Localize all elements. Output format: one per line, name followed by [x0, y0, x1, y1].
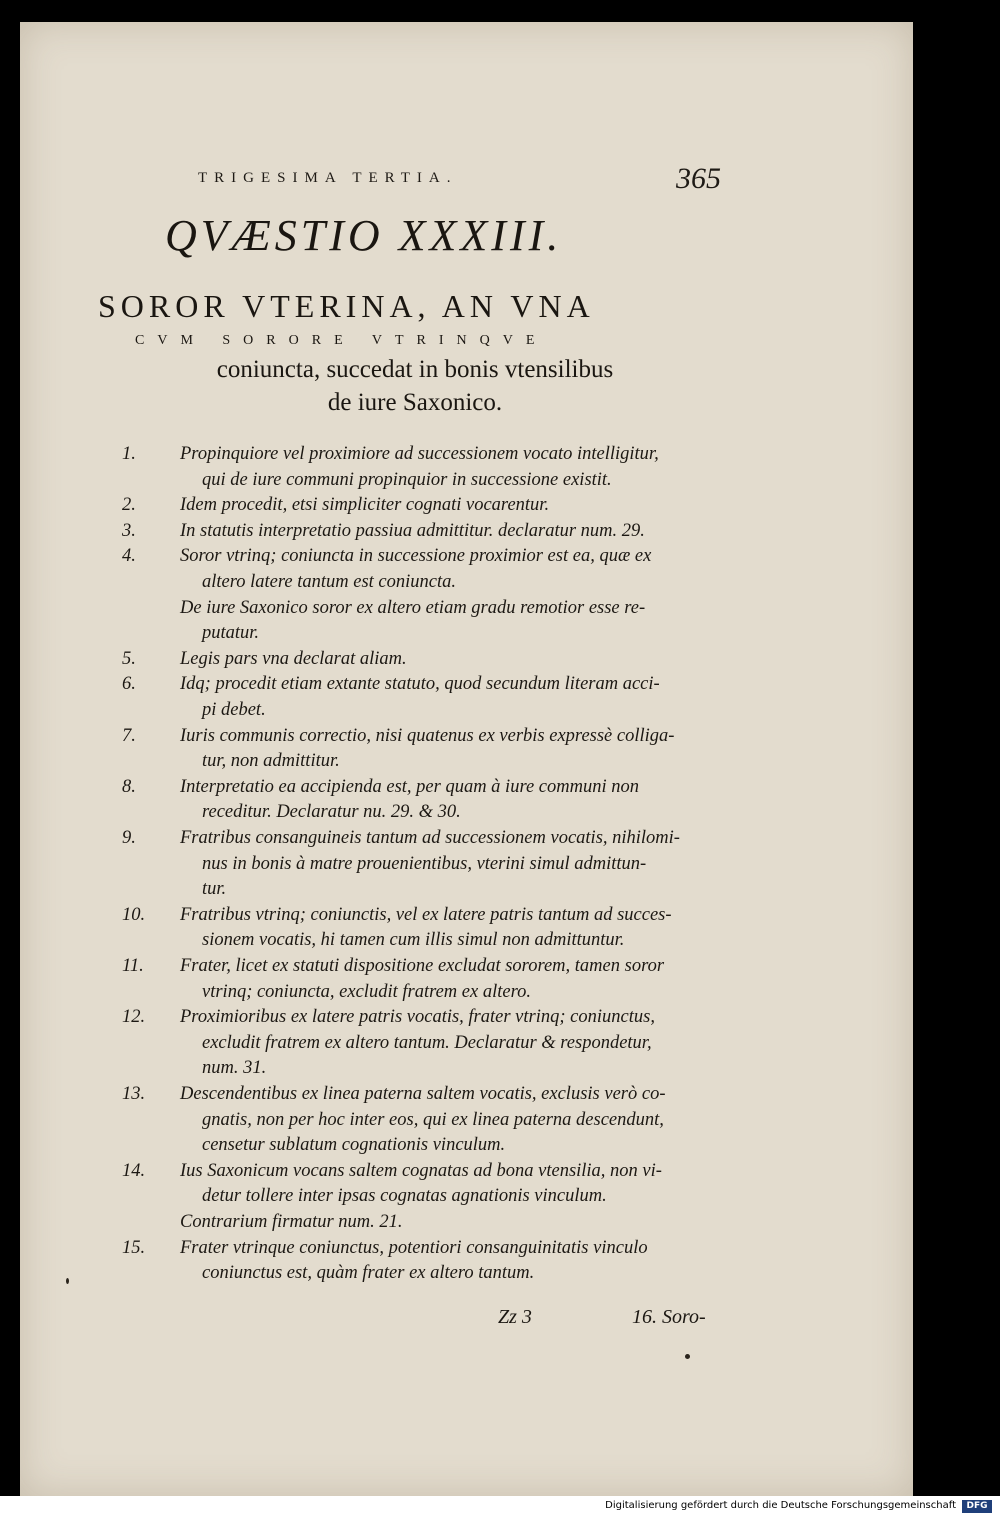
- summary-number: 6.: [122, 674, 136, 695]
- title-line-3: coniuncta, succedat in bonis vtensilibus: [216, 356, 614, 383]
- summary-line: censetur sublatum cognationis vinculum.: [202, 1135, 506, 1156]
- summary-line: In statutis interpretatio passiua admittitur. declaratur num. 29.: [180, 520, 645, 541]
- signature-mark: Zz 3: [498, 1306, 532, 1328]
- summary-line: Frater, licet ex statuti dispositione excludat sororem, tamen soror: [180, 956, 665, 976]
- summary-line: Proximioribus ex latere patris vocatis, frater vtrinq; coniunctus,: [180, 1007, 655, 1028]
- summary-line: coniunctus est, quàm frater ex altero tantum.: [202, 1263, 535, 1284]
- summary-line: Iuris communis correctio, nisi quatenus ex verbis expressè colliga-: [180, 725, 675, 746]
- summary-number: 7.: [122, 725, 136, 746]
- summary-line: sionem vocatis, hi tamen cum illis simul non admittuntur.: [202, 930, 625, 951]
- summary-number: 8.: [122, 776, 136, 797]
- book-page: [20, 22, 913, 1496]
- title-line-2: CVM SORORE VTRINQVE: [135, 333, 548, 348]
- page-number: 365: [676, 162, 721, 195]
- summary-line: Descendentibus ex linea paterna saltem vocatis, exclusis verò co-: [180, 1084, 666, 1104]
- summary-line: putatur.: [202, 623, 260, 644]
- summary-number: 5.: [122, 648, 136, 669]
- title-line-4: de iure Saxonico.: [327, 389, 503, 416]
- summary-line: receditur. Declaratur nu. 29. & 30.: [202, 802, 461, 823]
- summary-number: 11.: [122, 956, 144, 976]
- summary-number: 9.: [122, 828, 136, 848]
- summary-line: qui de iure communi propinquior in successione existit.: [202, 469, 612, 490]
- summary-number: 4.: [122, 546, 136, 567]
- summary-line: Fratribus consanguineis tantum ad successionem vocatis, nihilomi-: [180, 828, 680, 848]
- summary-number: 13.: [122, 1084, 146, 1104]
- summary-number: 12.: [122, 1007, 146, 1028]
- dfg-logo: DFG: [962, 1500, 992, 1513]
- summary-line: num. 31.: [202, 1058, 267, 1079]
- summary-line: nus in bonis à matre prouenientibus, vterini simul admittun-: [202, 853, 647, 874]
- running-head: TRIGESIMA TERTIA.: [198, 170, 458, 186]
- summary-number: 14.: [122, 1160, 146, 1181]
- summary-number: 15.: [122, 1237, 146, 1258]
- summary-line: Contrarium firmatur num. 21.: [180, 1212, 403, 1232]
- summary-number: 2.: [122, 495, 136, 516]
- summary-number: 10.: [122, 904, 146, 925]
- summary-line: vtrinq; coniuncta, excludit fratrem ex altero.: [202, 981, 531, 1002]
- summary-line: detur tollere inter ipsas cognatas agnationis vinculum.: [202, 1186, 607, 1207]
- summary-line: gnatis, non per hoc inter eos, qui ex linea paterna descendunt,: [202, 1109, 664, 1130]
- digitization-credit: Digitalisierung gefördert durch die Deutsche Forschungsgemeinschaft: [605, 1500, 956, 1511]
- ink-speck: [685, 1354, 690, 1359]
- quaestio-heading: QVÆSTIO XXXIII.: [165, 211, 563, 260]
- summary-line: Interpretatio ea accipienda est, per quam à iure communi non: [180, 776, 639, 797]
- summary-number: 3.: [122, 520, 136, 541]
- ink-speck: [66, 1278, 69, 1284]
- summary-line: Soror vtrinq; coniuncta in successione proximior est ea, quæ ex: [180, 546, 652, 567]
- summary-line: Idem procedit, etsi simpliciter cognati vocarentur.: [180, 495, 550, 516]
- summary-line: tur, non admittitur.: [202, 751, 340, 772]
- summary-line: Idq; procedit etiam extante statuto, quod secundum literam acci-: [180, 674, 660, 695]
- summary-line: De iure Saxonico soror ex altero etiam gradu remotior esse re-: [180, 597, 646, 618]
- summary-line: pi debet.: [202, 700, 266, 720]
- summary-line: Ius Saxonicum vocans saltem cognatas ad bona vtensilia, non vi-: [180, 1160, 662, 1181]
- summary-line: Fratribus vtrinq; coniunctis, vel ex latere patris tantum ad succes-: [180, 904, 672, 925]
- summary-line: tur.: [202, 879, 227, 900]
- summary-line: Legis pars vna declarat aliam.: [180, 648, 407, 669]
- summary-line: Frater vtrinque coniunctus, potentiori consanguinitatis vinculo: [180, 1237, 648, 1258]
- summary-number: 1.: [122, 444, 136, 464]
- title-line-1: SOROR VTERINA, AN VNA: [98, 288, 595, 324]
- summary-line: altero latere tantum est coniuncta.: [202, 572, 456, 592]
- summary-line: Propinquiore vel proximiore ad successionem vocato intelligitur,: [180, 444, 659, 464]
- catchword: 16. Soro-: [632, 1306, 706, 1328]
- summary-line: excludit fratrem ex altero tantum. Declaratur & respondetur,: [202, 1032, 652, 1053]
